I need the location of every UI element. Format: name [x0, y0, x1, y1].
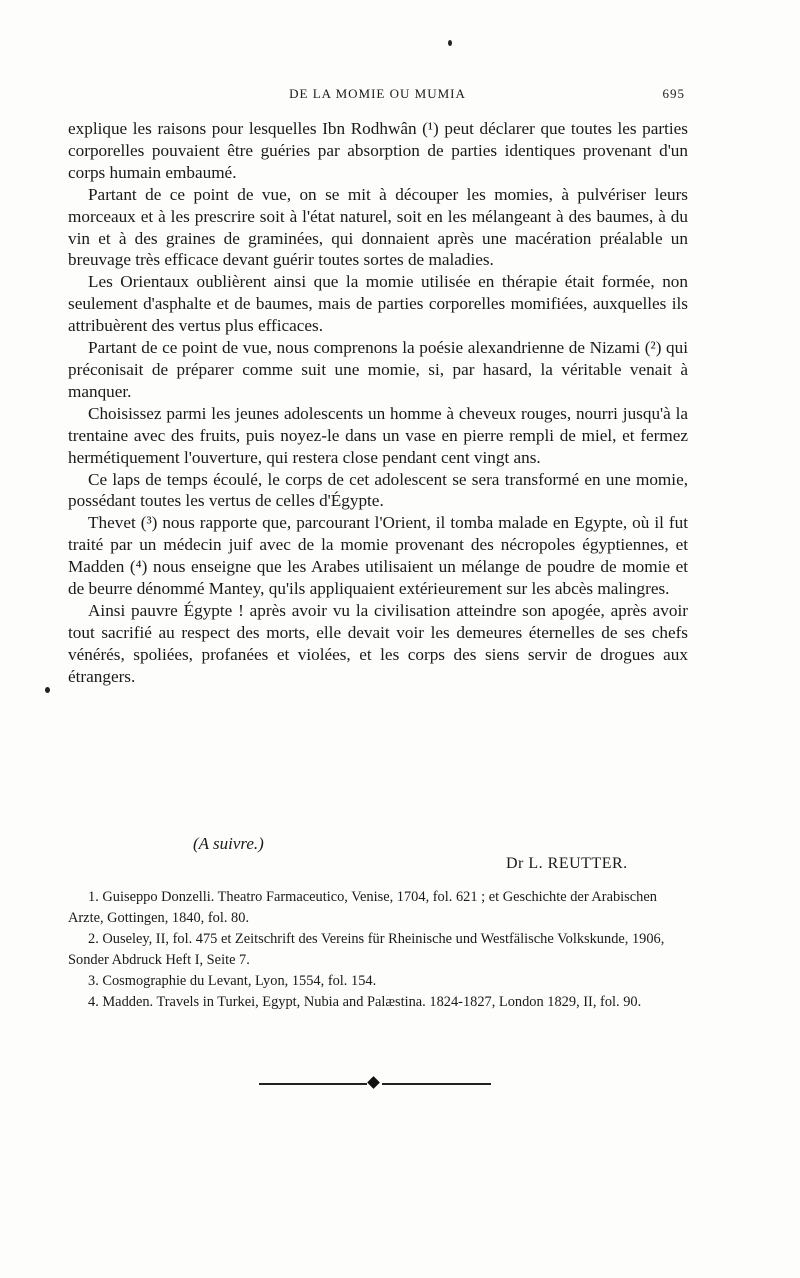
paragraph: Ainsi pauvre Égypte ! après avoir vu la civilisation atteindre son apogée, après avoir tout sacrifié au respect des morts, elle devait voir les demeures éternelles de ses chefs vénérés, spoliées, profanées et violées, et les corps des siens servir de drogues aux étrangers.	[68, 600, 688, 686]
footnote: 1. Guiseppo Donzelli. Theatro Farmaceutico, Venise, 1704, fol. 621 ; et Geschichte der Arabischen Arzte, Gottingen, 1840, fol. 80.	[68, 889, 657, 926]
running-title: DE LA MOMIE OU MUMIA	[289, 86, 466, 101]
diamond-icon	[367, 1076, 380, 1089]
paragraph: Ce laps de temps écoulé, le corps de cet adolescent se sera transformé en une momie, possédant toutes les vertus de celles d'Égypte.	[68, 469, 688, 511]
footnote: 2. Ouseley, II, fol. 475 et Zeitschrift des Vereins für Rheinische und Westfälische Volkskunde, 1906, Sonder Abdruck Heft I, Seite 7.	[68, 931, 665, 968]
ornament-rule-left	[259, 1083, 367, 1085]
ornament-rule-right	[382, 1083, 491, 1085]
footnote: 4. Madden. Travels in Turkei, Egypt, Nubia and Palæstina. 1824-1827, London 1829, II, fol. 90.	[88, 994, 642, 1010]
author-signature: Dr L. REUTTER.	[506, 855, 628, 872]
ink-speck	[448, 40, 452, 46]
paragraph: Partant de ce point de vue, nous comprenons la poésie alexandrienne de Nizami (²) qui préconisait de préparer comme suit une momie, si, par hasard, la véritable venait à manquer.	[68, 338, 688, 401]
body-text	[68, 118, 688, 688]
paragraph: explique les raisons pour lesquelles Ibn Rodhwân (¹) peut déclarer que toutes les parties corporelles pouvaient être guéries par absorption de parties identiques provenant d'un corps humain embaumé.	[68, 119, 688, 182]
paragraph: Thevet (³) nous rapporte que, parcourant l'Orient, il tomba malade en Egypte, où il fut traité par un médecin juif avec de la momie provenant des nécropoles égyptiennes, et Madden (⁴) nous enseigne que les Arabes utilisaient un mélange de poudre de momie et de beurre dénommé Mantey, qu'ils appliquaient extérieurement sur les abcès malingres.	[68, 513, 688, 599]
footnote: 3. Cosmographie du Levant, Lyon, 1554, fol. 154.	[88, 973, 377, 989]
paragraph: Choisissez parmi les jeunes adolescents un homme à cheveux rouges, nourri jusqu'à la trentaine avec des fruits, puis noyez-le dans un vase en pierre rempli de miel, et fermez hermétiquement l'ouverture, qui restera close pendant cent vingt ans.	[68, 403, 688, 467]
paragraph: Partant de ce point de vue, on se mit à découper les momies, à pulvériser leurs morceaux et à les prescrire soit à l'état naturel, soit en les mélangeant à des baumes, à du vin et à des graines de graminées, qui donnaient après une macération préalable un breuvage très efficace devant guérir toutes sortes de maladies.	[68, 184, 688, 270]
paragraph: Les Orientaux oublièrent ainsi que la momie utilisée en thérapie était formée, non seulement d'asphalte et de baumes, mais de parties corporelles momifiées, auxquelles ils attribuèrent des vertus plus efficaces.	[68, 272, 688, 336]
section-end-ornament	[259, 1078, 491, 1090]
to-be-continued: (A suivre.)	[193, 834, 264, 853]
ink-speck	[45, 687, 50, 693]
running-header	[70, 86, 685, 106]
footnotes	[68, 887, 688, 1013]
page-number: 695	[662, 86, 685, 101]
